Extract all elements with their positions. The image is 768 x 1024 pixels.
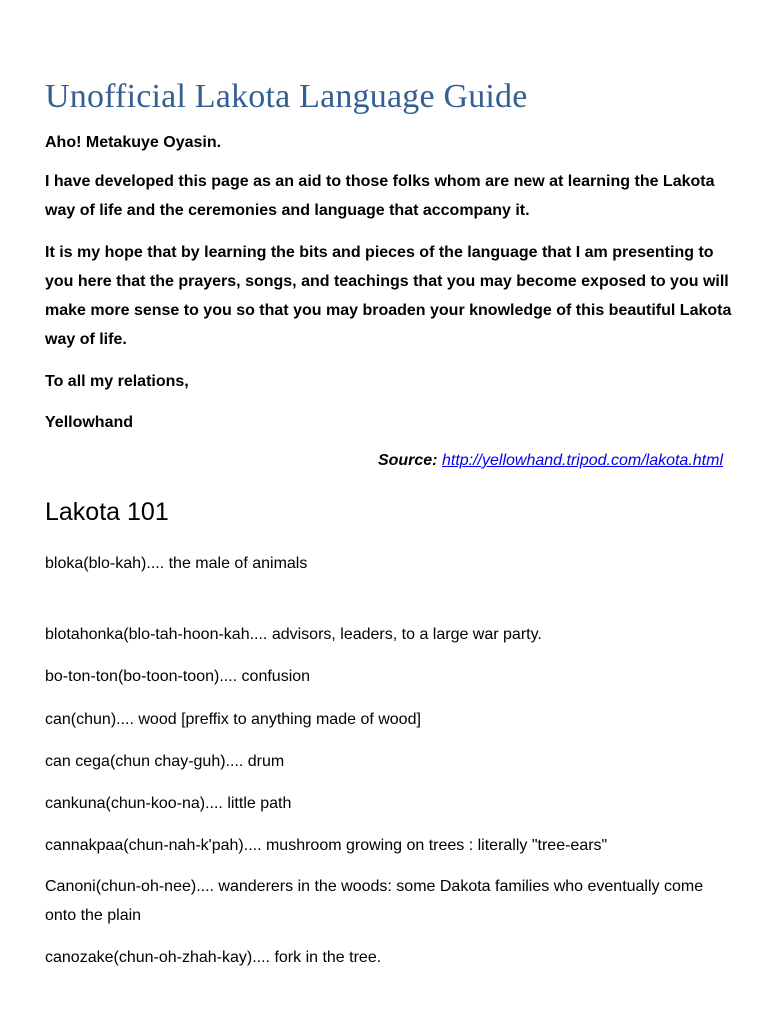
vocab-entry: bo-ton-ton(bo-toon-toon).... confusion xyxy=(45,668,311,685)
section-heading: Lakota 101 xyxy=(45,498,169,526)
source-label: Source: xyxy=(377,452,438,469)
intro-paragraph-1: I have developed this page as an aid to those folks whom are new at learning the Lakota way of life and the ceremonies and language that accompany it. xyxy=(45,173,715,219)
vocab-entry: bloka(blo-kah).... the male of animals xyxy=(45,555,308,572)
vocab-entry: can cega(chun chay-guh).... drum xyxy=(45,753,285,770)
source-link[interactable]: http://yellowhand.tripod.com/lakota.html xyxy=(441,452,723,469)
vocab-entry: Canoni(chun-oh-nee).... wanderers in the woods: some Dakota families who eventually come onto the plain xyxy=(45,878,704,924)
greeting: Aho! Metakuye Oyasin. xyxy=(45,134,222,151)
signature: Yellowhand xyxy=(45,414,134,431)
closing-line: To all my relations, xyxy=(45,373,189,390)
vocab-entry: can(chun).... wood [preffix to anything made of wood] xyxy=(45,711,421,728)
vocab-entry: cankuna(chun-koo-na).... little path xyxy=(45,795,292,812)
document-title: Unofficial Lakota Language Guide xyxy=(45,78,528,115)
source-line xyxy=(378,452,723,470)
vocab-entry: canozake(chun-oh-zhah-kay).... fork in the tree. xyxy=(45,949,382,966)
intro-paragraph-2: It is my hope that by learning the bits and pieces of the language that I am presenting to you here that the prayers, songs, and teachings that you may become exposed to you will make more sense to you so that you may broaden your knowledge of this beautiful Lakota way of life. xyxy=(45,244,732,348)
vocab-entry: blotahonka(blo-tah-hoon-kah.... advisors, leaders, to a large war party. xyxy=(45,626,542,643)
vocab-entry: cannakpaa(chun-nah-k'pah).... mushroom growing on trees : literally "tree-ears" xyxy=(45,837,608,854)
